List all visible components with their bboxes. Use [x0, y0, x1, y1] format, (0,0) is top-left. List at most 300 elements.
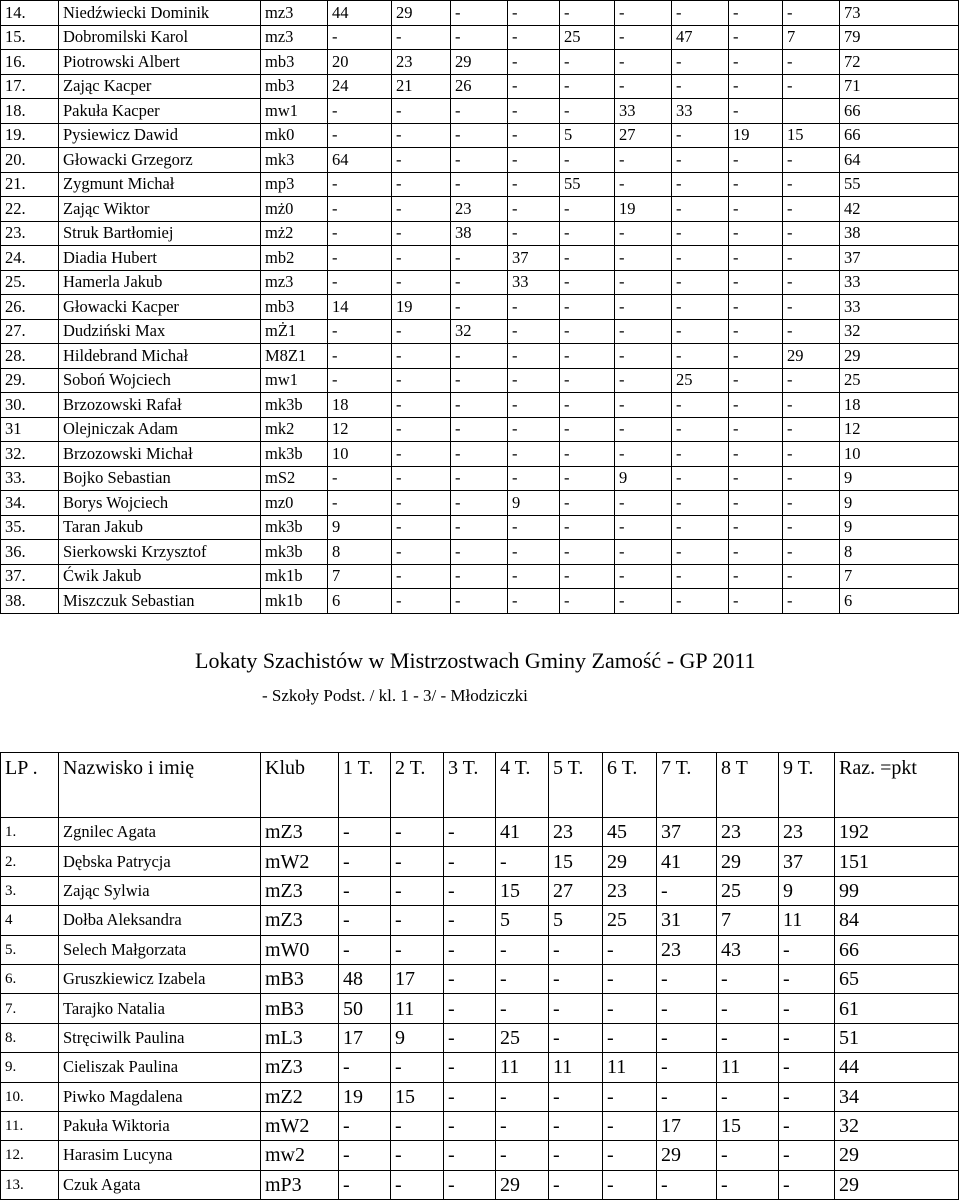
table-cell: - [729, 246, 783, 271]
table-cell: 6 [328, 589, 392, 614]
table-cell: 32 [835, 1111, 959, 1140]
table-cell: 84 [835, 906, 959, 935]
boys-table-row [1, 148, 959, 173]
table-cell: 7 [840, 564, 959, 589]
table-cell: 23. [1, 221, 59, 246]
table-cell: - [672, 491, 729, 516]
table-cell: 37 [508, 246, 560, 271]
table-cell: mw1 [261, 99, 328, 124]
table-cell: - [328, 319, 392, 344]
table-cell: 38 [451, 221, 508, 246]
table-cell: - [451, 1, 508, 26]
table-cell: 15 [549, 847, 603, 876]
table-cell: 55 [840, 172, 959, 197]
table-cell: 9 [779, 876, 835, 905]
table-cell: Brzozowski Michał [59, 442, 261, 467]
table-cell: Głowacki Kacper [59, 295, 261, 320]
table-cell: - [615, 172, 672, 197]
table-cell: Olejniczak Adam [59, 417, 261, 442]
table-cell: Stręciwilk Paulina [59, 1023, 261, 1052]
table-cell: - [444, 994, 496, 1023]
table-cell: - [496, 1111, 549, 1140]
table-cell: - [328, 197, 392, 222]
table-cell: 33 [508, 270, 560, 295]
table-cell: mb3 [261, 295, 328, 320]
table-cell: - [717, 1023, 779, 1052]
table-cell: - [560, 540, 615, 565]
table-cell: - [392, 417, 451, 442]
table-cell: Pakuła Wiktoria [59, 1111, 261, 1140]
table-cell: - [451, 491, 508, 516]
table-cell: - [615, 344, 672, 369]
table-cell: 3. [1, 876, 59, 905]
table-cell: 31 [1, 417, 59, 442]
table-cell: - [392, 148, 451, 173]
table-cell: - [615, 1, 672, 26]
table-cell: 19 [729, 123, 783, 148]
table-cell: - [392, 344, 451, 369]
table-cell: Diadia Hubert [59, 246, 261, 271]
boys-table-row [1, 172, 959, 197]
table-cell: 29 [840, 344, 959, 369]
table-cell: - [496, 1141, 549, 1170]
table-cell: - [549, 964, 603, 993]
table-cell: - [508, 99, 560, 124]
table-cell: - [392, 540, 451, 565]
boys-table-row [1, 123, 959, 148]
table-cell: 73 [840, 1, 959, 26]
table-cell: - [672, 515, 729, 540]
girls-table-row [1, 964, 959, 993]
table-cell: - [560, 515, 615, 540]
table-cell: 6. [1, 964, 59, 993]
table-cell: Dobromilski Karol [59, 25, 261, 50]
table-cell: - [549, 1170, 603, 1199]
table-cell: - [451, 466, 508, 491]
table-cell: - [391, 847, 444, 876]
table-cell: 19 [392, 295, 451, 320]
boys-table-row [1, 221, 959, 246]
table-cell: - [779, 1170, 835, 1199]
table-cell: 9 [840, 491, 959, 516]
table-cell: - [339, 818, 391, 847]
table-cell: - [391, 1170, 444, 1199]
table-cell: mk1b [261, 564, 328, 589]
header-t3: 3 T. [444, 753, 496, 818]
table-cell: 25 [603, 906, 657, 935]
table-cell: 51 [835, 1023, 959, 1052]
table-cell: 29 [496, 1170, 549, 1199]
table-cell: 29. [1, 368, 59, 393]
table-cell: 37 [779, 847, 835, 876]
table-cell: 9 [391, 1023, 444, 1052]
table-cell: Hamerla Jakub [59, 270, 261, 295]
table-cell: 29 [717, 847, 779, 876]
table-cell: 72 [840, 50, 959, 75]
table-cell: 11 [496, 1053, 549, 1082]
table-cell: Miszczuk Sebastian [59, 589, 261, 614]
table-cell: 44 [835, 1053, 959, 1082]
girls-table-header [1, 753, 959, 818]
table-cell: - [603, 1111, 657, 1140]
table-cell: - [560, 319, 615, 344]
boys-table-row [1, 491, 959, 516]
table-cell: - [729, 368, 783, 393]
table-cell: 9 [615, 466, 672, 491]
table-cell: - [392, 491, 451, 516]
table-cell: mk2 [261, 417, 328, 442]
table-cell: mZ3 [261, 876, 339, 905]
table-cell: mz3 [261, 1, 328, 26]
table-cell: - [729, 466, 783, 491]
header-t6: 6 T. [603, 753, 657, 818]
table-cell: - [657, 1082, 717, 1111]
table-cell: - [603, 1141, 657, 1170]
girls-table-row [1, 1111, 959, 1140]
table-cell: - [444, 1170, 496, 1199]
table-cell: mk3b [261, 515, 328, 540]
table-cell: 37. [1, 564, 59, 589]
table-cell: 66 [835, 935, 959, 964]
table-cell: - [549, 1023, 603, 1052]
table-cell: 16. [1, 50, 59, 75]
table-cell: 79 [840, 25, 959, 50]
table-cell: - [672, 319, 729, 344]
table-cell: Głowacki Grzegorz [59, 148, 261, 173]
table-cell: - [603, 1170, 657, 1199]
table-cell: - [657, 876, 717, 905]
table-cell: Cieliszak Paulina [59, 1053, 261, 1082]
table-cell: - [339, 1141, 391, 1170]
table-cell: - [444, 876, 496, 905]
table-cell: 33 [840, 295, 959, 320]
boys-table-row [1, 50, 959, 75]
table-cell: Czuk Agata [59, 1170, 261, 1199]
table-cell: 26 [451, 74, 508, 99]
table-cell: - [508, 466, 560, 491]
boys-table-row [1, 74, 959, 99]
table-cell: 23 [549, 818, 603, 847]
table-cell: - [339, 906, 391, 935]
table-cell: - [451, 99, 508, 124]
table-cell: - [444, 1141, 496, 1170]
table-cell: 23 [717, 818, 779, 847]
table-cell: 43 [717, 935, 779, 964]
table-cell: 64 [840, 148, 959, 173]
boys-table-row [1, 540, 959, 565]
table-cell: 41 [657, 847, 717, 876]
table-cell: - [496, 994, 549, 1023]
table-cell: - [615, 515, 672, 540]
table-cell: mW2 [261, 847, 339, 876]
table-cell: 192 [835, 818, 959, 847]
table-cell: - [717, 1141, 779, 1170]
table-cell: 36. [1, 540, 59, 565]
boys-table-row [1, 295, 959, 320]
table-cell: - [783, 589, 840, 614]
boys-table-row [1, 368, 959, 393]
table-cell: - [783, 319, 840, 344]
table-cell: - [779, 1141, 835, 1170]
table-cell: - [672, 246, 729, 271]
table-cell: - [391, 876, 444, 905]
table-cell: - [615, 25, 672, 50]
table-cell: - [328, 344, 392, 369]
table-cell: - [391, 935, 444, 964]
table-cell: mW2 [261, 1111, 339, 1140]
table-cell: - [615, 368, 672, 393]
table-cell: Zygmunt Michał [59, 172, 261, 197]
table-cell: - [672, 564, 729, 589]
table-cell: - [549, 1141, 603, 1170]
table-cell: Soboń Wojciech [59, 368, 261, 393]
table-cell: - [657, 1053, 717, 1082]
table-cell: 55 [560, 172, 615, 197]
table-cell: - [508, 589, 560, 614]
table-cell: - [729, 74, 783, 99]
table-cell: - [783, 564, 840, 589]
table-cell: - [672, 393, 729, 418]
table-cell: 25 [672, 368, 729, 393]
table-cell: 7 [717, 906, 779, 935]
table-cell: - [392, 172, 451, 197]
table-cell: - [779, 964, 835, 993]
boys-table-row [1, 515, 959, 540]
header-total: Raz. =pkt [835, 753, 959, 818]
header-lp: LP . [1, 753, 59, 818]
table-cell: 15 [717, 1111, 779, 1140]
table-cell: - [339, 1053, 391, 1082]
table-cell: - [508, 197, 560, 222]
table-cell: - [392, 221, 451, 246]
table-cell: - [672, 148, 729, 173]
table-cell: - [496, 935, 549, 964]
table-cell: - [615, 295, 672, 320]
table-cell: - [392, 466, 451, 491]
table-cell: - [783, 515, 840, 540]
boys-table-row [1, 466, 959, 491]
header-t5: 5 T. [549, 753, 603, 818]
table-cell: - [615, 417, 672, 442]
table-cell: - [672, 540, 729, 565]
girls-table-row [1, 818, 959, 847]
table-cell: mZ2 [261, 1082, 339, 1111]
table-cell: 19 [339, 1082, 391, 1111]
table-cell: Zgnilec Agata [59, 818, 261, 847]
table-cell: - [560, 442, 615, 467]
table-cell: mk1b [261, 589, 328, 614]
table-cell: - [444, 847, 496, 876]
table-cell: - [615, 319, 672, 344]
table-cell: 24 [328, 74, 392, 99]
table-cell: - [560, 589, 615, 614]
table-cell: - [783, 74, 840, 99]
table-cell: Zając Kacper [59, 74, 261, 99]
table-cell: 34. [1, 491, 59, 516]
table-cell: - [549, 1111, 603, 1140]
table-cell: - [451, 368, 508, 393]
girls-table-row [1, 1053, 959, 1082]
table-cell: - [391, 1111, 444, 1140]
table-cell: 23 [657, 935, 717, 964]
boys-table-row [1, 246, 959, 271]
table-cell: Dębska Patrycja [59, 847, 261, 876]
table-cell: - [615, 50, 672, 75]
table-cell: - [392, 319, 451, 344]
table-cell: - [328, 25, 392, 50]
table-cell: 37 [657, 818, 717, 847]
table-cell: - [783, 197, 840, 222]
table-cell: - [729, 270, 783, 295]
table-cell: 15 [783, 123, 840, 148]
table-cell: Piotrowski Albert [59, 50, 261, 75]
table-cell: - [672, 270, 729, 295]
girls-table-row [1, 1082, 959, 1111]
table-cell: - [392, 515, 451, 540]
table-cell: 27. [1, 319, 59, 344]
girls-table-row [1, 906, 959, 935]
table-cell: - [508, 368, 560, 393]
table-cell: M8Z1 [261, 344, 328, 369]
table-cell: 11 [779, 906, 835, 935]
table-cell: - [508, 221, 560, 246]
table-cell: - [729, 50, 783, 75]
table-cell: 25 [717, 876, 779, 905]
table-cell: - [549, 1082, 603, 1111]
table-cell: - [672, 172, 729, 197]
table-cell: - [560, 270, 615, 295]
table-cell: - [451, 148, 508, 173]
table-cell: 17. [1, 74, 59, 99]
table-cell: 28. [1, 344, 59, 369]
table-cell: 20 [328, 50, 392, 75]
table-cell: - [672, 197, 729, 222]
table-cell: 48 [339, 964, 391, 993]
table-cell: - [560, 99, 615, 124]
table-cell: - [328, 99, 392, 124]
table-cell: mk3b [261, 540, 328, 565]
table-cell: 9 [840, 466, 959, 491]
table-cell: 15. [1, 25, 59, 50]
table-cell: - [729, 172, 783, 197]
table-cell: - [729, 540, 783, 565]
table-cell: 8 [840, 540, 959, 565]
girls-table-row [1, 1141, 959, 1170]
table-cell: - [779, 1023, 835, 1052]
table-cell: - [783, 393, 840, 418]
table-cell: - [451, 589, 508, 614]
table-cell: - [451, 172, 508, 197]
table-cell: - [783, 491, 840, 516]
table-cell: - [339, 847, 391, 876]
table-cell: Zając Wiktor [59, 197, 261, 222]
table-cell: - [328, 270, 392, 295]
table-cell: - [508, 25, 560, 50]
header-t8: 8 T [717, 753, 779, 818]
table-cell: - [496, 1082, 549, 1111]
table-cell: 15 [391, 1082, 444, 1111]
table-cell: - [615, 564, 672, 589]
table-cell: - [603, 1082, 657, 1111]
table-cell: - [560, 197, 615, 222]
table-cell: 33. [1, 466, 59, 491]
table-cell: - [603, 1023, 657, 1052]
table-cell: - [672, 50, 729, 75]
table-cell: 33 [840, 270, 959, 295]
table-cell: 42 [840, 197, 959, 222]
table-cell: mb2 [261, 246, 328, 271]
boys-table-row [1, 442, 959, 467]
table-cell: - [451, 123, 508, 148]
table-cell: - [560, 564, 615, 589]
table-cell: mP3 [261, 1170, 339, 1199]
boys-table-row [1, 589, 959, 614]
table-cell: - [615, 393, 672, 418]
table-cell: - [508, 540, 560, 565]
table-cell: 11 [391, 994, 444, 1023]
table-cell: Piwko Magdalena [59, 1082, 261, 1111]
table-cell: - [508, 172, 560, 197]
table-cell: 61 [835, 994, 959, 1023]
table-cell: - [339, 935, 391, 964]
table-cell: 9 [508, 491, 560, 516]
table-cell: 33 [615, 99, 672, 124]
table-cell: - [783, 221, 840, 246]
table-cell: - [729, 515, 783, 540]
table-cell: - [451, 515, 508, 540]
table-cell: - [657, 1023, 717, 1052]
header-name: Nazwisko i imię [59, 753, 261, 818]
table-cell: 17 [339, 1023, 391, 1052]
table-cell: - [657, 1170, 717, 1199]
table-cell: - [508, 319, 560, 344]
table-cell: 5 [560, 123, 615, 148]
table-cell: - [615, 589, 672, 614]
table-cell: - [729, 589, 783, 614]
table-cell: - [717, 964, 779, 993]
table-cell: 29 [392, 1, 451, 26]
table-cell: - [783, 540, 840, 565]
table-cell: - [603, 935, 657, 964]
table-cell: 10 [328, 442, 392, 467]
table-cell: 2. [1, 847, 59, 876]
table-cell: Ćwik Jakub [59, 564, 261, 589]
boys-table-row [1, 25, 959, 50]
table-cell: - [444, 1111, 496, 1140]
table-cell: - [508, 148, 560, 173]
table-cell: - [717, 1170, 779, 1199]
girls-table-row [1, 847, 959, 876]
table-cell: 27 [549, 876, 603, 905]
table-cell: - [615, 540, 672, 565]
table-cell: - [451, 295, 508, 320]
table-cell: - [560, 491, 615, 516]
table-cell: 71 [840, 74, 959, 99]
table-cell: 1. [1, 818, 59, 847]
table-cell: 29 [783, 344, 840, 369]
table-cell: - [392, 393, 451, 418]
table-cell: - [783, 50, 840, 75]
table-cell: - [508, 344, 560, 369]
table-cell: 64 [328, 148, 392, 173]
table-cell: - [783, 246, 840, 271]
table-cell: - [672, 74, 729, 99]
table-cell: Harasim Lucyna [59, 1141, 261, 1170]
table-cell: 37 [840, 246, 959, 271]
table-cell: 15 [496, 876, 549, 905]
girls-table-row [1, 935, 959, 964]
table-cell: 11 [717, 1053, 779, 1082]
